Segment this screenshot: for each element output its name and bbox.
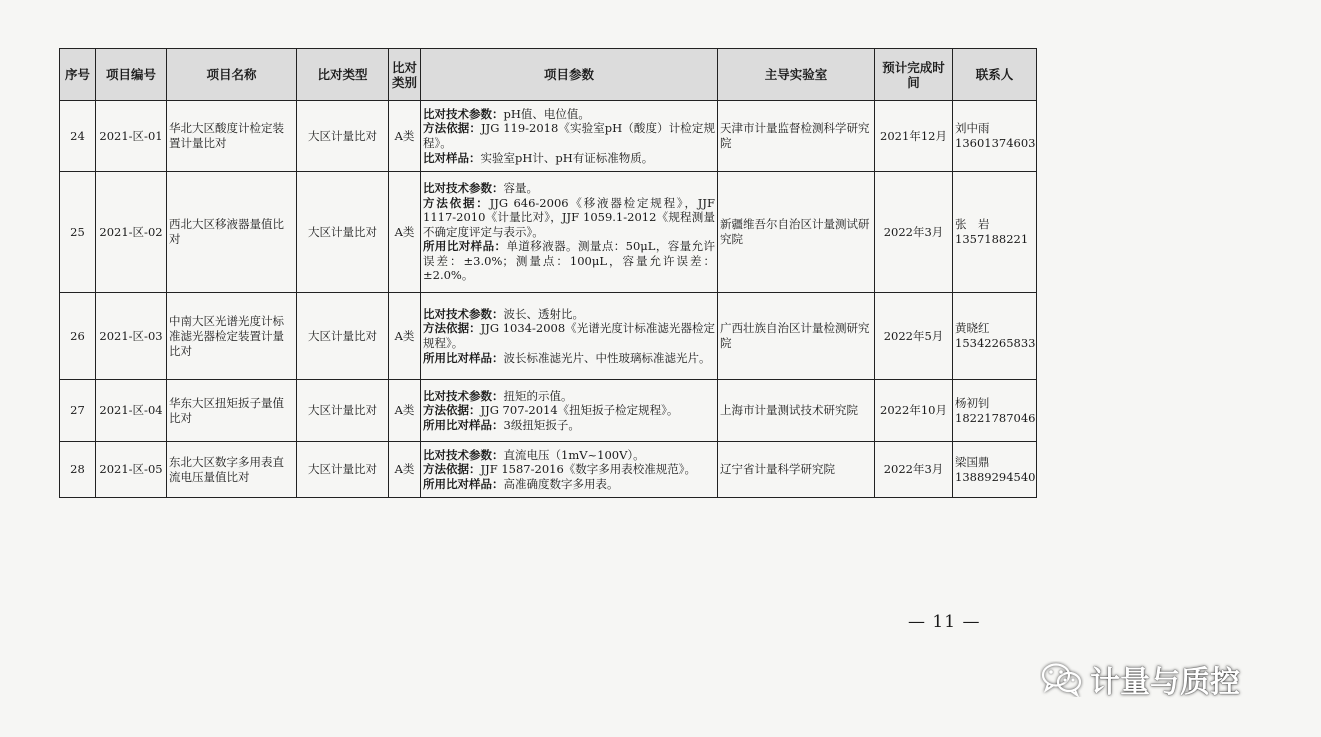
param-line: 比对技术参数：直流电压（1mV~100V）。 (423, 447, 645, 462)
header-contact: 联系人 (953, 49, 1037, 101)
param-line: 比对技术参数：波长、透射比。 (423, 306, 584, 321)
header-time: 预计完成时间 (875, 49, 953, 101)
param-line: 方法依据：JJG 119-2018《实验室pH（酸度）计检定规程》。 (423, 121, 716, 150)
row-name: 西北大区移液器量值比对 (167, 172, 297, 293)
contact-phone: 18221787046 (955, 410, 1036, 425)
row-params (421, 293, 718, 380)
row-name: 中南大区光谱光度计标准滤光器检定装置计量比对 (167, 293, 297, 380)
table-row (60, 442, 1037, 498)
row-type: 大区计量比对 (297, 172, 389, 293)
param-line: 比对技术参数：pH值、电位值。 (423, 106, 590, 121)
row-code: 2021-区-04 (96, 380, 167, 442)
contact-phone: 1357188221 (955, 232, 1029, 246)
row-params (421, 442, 718, 498)
row-params (421, 380, 718, 442)
param-line: 比对技术参数：容量。 (423, 180, 538, 195)
row-time: 2022年10月 (875, 380, 953, 442)
row-code: 2021-区-05 (96, 442, 167, 498)
row-name: 华东大区扭矩扳子量值比对 (167, 380, 297, 442)
row-lab: 上海市计量测试技术研究院 (718, 380, 875, 442)
row-category: A类 (389, 101, 421, 172)
row-lab: 广西壮族自治区计量检测研究院 (718, 293, 875, 380)
table-row (60, 293, 1037, 380)
contact-name: 梁国鼎 (955, 454, 990, 469)
contact-name: 张 岩 (955, 217, 990, 231)
header-type: 比对类型 (297, 49, 389, 101)
param-line: 方法依据：JJG 707-2014《扭矩扳子检定规程》。 (423, 403, 679, 418)
row-no: 24 (60, 101, 96, 172)
row-name: 东北大区数字多用表直流电压量值比对 (167, 442, 297, 498)
row-time: 2022年3月 (875, 172, 953, 293)
param-line: 方法依据：JJG 646-2006《移液器检定规程》，JJF 1117-2010《计量比对》，JJF 1059.1-2012《规程测量不确定度评定与表示》。 (423, 195, 716, 239)
watermark (1040, 657, 1240, 701)
row-no: 28 (60, 442, 96, 498)
row-lab: 新疆维吾尔自治区计量测试研究院 (718, 172, 875, 293)
table-row (60, 172, 1037, 293)
param-line: 所用比对样品：单道移液器。测量点：50μL，容量允许误差：±3.0%；测量点：100μL，容量允许误差：±2.0%。 (423, 239, 716, 283)
page-number: — 11 — (908, 612, 981, 632)
row-contact (953, 380, 1037, 442)
row-category: A类 (389, 442, 421, 498)
header-no: 序号 (60, 49, 96, 101)
header-category: 比对类别 (389, 49, 421, 101)
row-category: A类 (389, 380, 421, 442)
table-row (60, 101, 1037, 172)
row-contact (953, 293, 1037, 380)
row-type: 大区计量比对 (297, 380, 389, 442)
row-time: 2022年5月 (875, 293, 953, 380)
row-contact (953, 172, 1037, 293)
param-line: 所用比对样品：波长标准滤光片、中性玻璃标准滤光片。 (423, 350, 711, 365)
table-header-row (60, 49, 1037, 101)
row-code: 2021-区-03 (96, 293, 167, 380)
param-line: 比对技术参数：扭矩的示值。 (423, 388, 573, 403)
row-params (421, 172, 718, 293)
row-category: A类 (389, 172, 421, 293)
watermark-text: 计量与质控 (1090, 665, 1240, 700)
row-type: 大区计量比对 (297, 442, 389, 498)
row-name: 华北大区酸度计检定装置计量比对 (167, 101, 297, 172)
row-type: 大区计量比对 (297, 101, 389, 172)
row-code: 2021-区-02 (96, 172, 167, 293)
wechat-icon (1040, 661, 1084, 697)
row-params (421, 101, 718, 172)
row-no: 26 (60, 293, 96, 380)
row-no: 27 (60, 380, 96, 442)
header-lab: 主导实验室 (718, 49, 875, 101)
row-type: 大区计量比对 (297, 293, 389, 380)
contact-phone: 13601374603 (955, 136, 1036, 150)
contact-phone: 15342265833 (955, 336, 1036, 350)
row-contact (953, 442, 1037, 498)
contact-phone: 13889294540 (955, 469, 1036, 484)
row-lab: 天津市计量监督检测科学研究院 (718, 101, 875, 172)
contact-name: 黄晓红 (955, 321, 990, 335)
row-time: 2022年3月 (875, 442, 953, 498)
row-code: 2021-区-01 (96, 101, 167, 172)
row-contact (953, 101, 1037, 172)
param-line: 比对样品：实验室pH计、pH有证标准物质。 (423, 150, 654, 165)
param-line: 所用比对样品：高准确度数字多用表。 (423, 476, 619, 491)
param-line: 方法依据：JJG 1034-2008《光谱光度计标准滤光器检定规程》。 (423, 321, 716, 350)
header-name: 项目名称 (167, 49, 297, 101)
param-line: 方法依据：JJF 1587-2016《数字多用表校准规范》。 (423, 462, 697, 477)
row-category: A类 (389, 293, 421, 380)
header-code: 项目编号 (96, 49, 167, 101)
contact-name: 杨初钊 (955, 395, 990, 410)
table-row (60, 380, 1037, 442)
header-params: 项目参数 (421, 49, 718, 101)
row-lab: 辽宁省计量科学研究院 (718, 442, 875, 498)
row-no: 25 (60, 172, 96, 293)
row-time: 2021年12月 (875, 101, 953, 172)
contact-name: 刘中雨 (955, 121, 990, 135)
project-table (59, 48, 1037, 498)
param-line: 所用比对样品：3级扭矩扳子。 (423, 417, 580, 432)
